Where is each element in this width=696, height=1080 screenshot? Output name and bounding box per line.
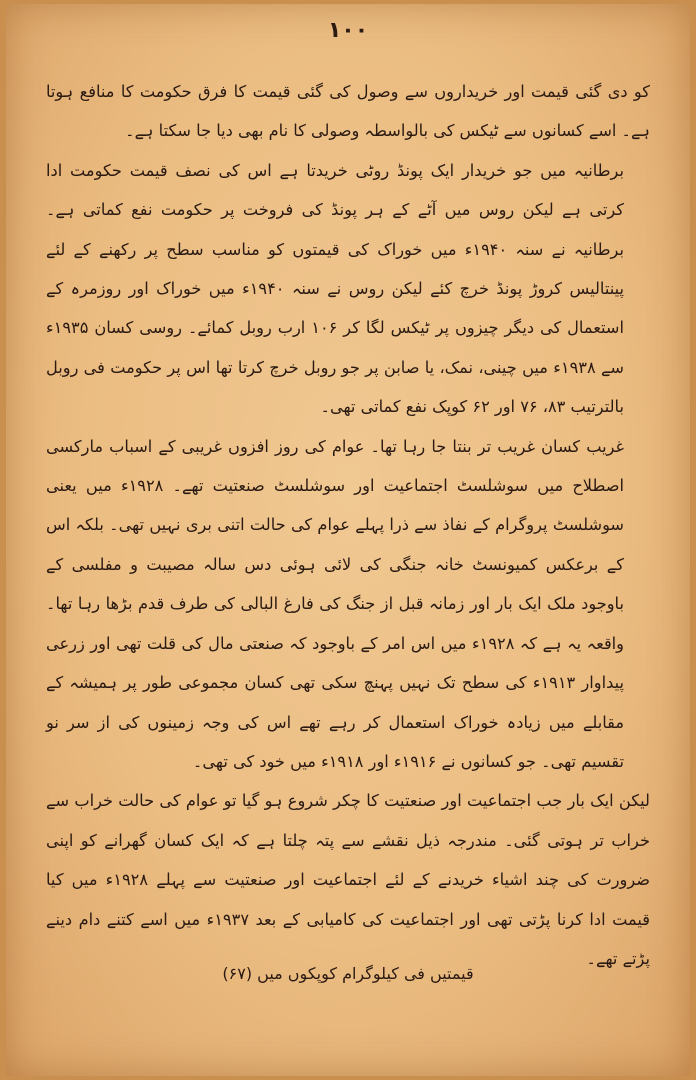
body-text — [46, 72, 650, 978]
page-number: ۱۰۰ — [327, 18, 369, 43]
paragraph-4: لیکن ایک بار جب اجتماعیت اور صنعتیت کا چکر شروع ہو گیا تو عوام کی حالت خراب سے خراب تر ہوتی گئی۔ مندرجہ ذیل نقشے سے پتہ چلتا ہے کہ ایک کسان گھرانے کو اپنی ضرورت کی چند اشیاء خریدنے کے لئے اجتماعیت اور صنعتیت سے پہلے ۱۹۲۸ء میں کیا قیمت ادا کرنا پڑتی تھی اور اجتماعیت کی کامیابی کے بعد ۱۹۳۷ء میں اسے کتنے دام دینے پڑتے تھے۔ — [46, 791, 651, 968]
table-caption: قیمتیں فی کیلوگرام کوپکوں میں (۶۷) — [222, 964, 474, 983]
paragraph-1: کو دی گئی قیمت اور خریداروں سے وصول کی گئی قیمت کا فرق حکومت کا منافع ہوتا ہے۔ اسے کسانوں سے ٹیکس کی بالواسطہ وصولی کا نام بھی دیا جا سکتا ہے۔ — [46, 82, 650, 141]
book-page — [6, 4, 690, 1076]
paragraph-3: غریب کسان غریب تر بنتا جا رہا تھا۔ عوام کی روز افزوں غریبی کے اسباب مارکسی اصطلاح میں سوشلسٹ اجتماعیت اور سوشلسٹ صنعتیت تھے۔ ۱۹۲۸ء میں یعنی سوشلسٹ پروگرام کے نفاذ سے ذرا پہلے عوام کی حالت اتنی بری نہیں تھی۔ بلکہ اس کے برعکس کمیونسٹ خانہ جنگی کی لائی ہوئی دس سالہ مصیبت و مفلسی کے باوجود ملک ایک بار اور زمانہ قبل از جنگ کی فارغ البالی کی طرف قدم بڑھا رہا تھا۔ واقعہ یہ ہے کہ ۱۹۲۸ء میں اس امر کے باوجود کہ صنعتی مال کی قلت تھی اور زرعی پیداوار ۱۹۱۳ء کی سطح تک نہیں پہنچ سکی تھی کسان مجموعی طور پر ہمیشہ کے مقابلے میں زیادہ خوراک استعمال کر رہے تھے اس کی وجہ زمینوں کی از سر نو تقسیم تھی۔ جو کسانوں نے ۱۹۱۶ء اور ۱۹۱۸ء میں خود کی تھی۔ — [46, 436, 624, 771]
paragraph-2: برطانیہ میں جو خریدار ایک پونڈ روٹی خریدتا ہے اس کی نصف قیمت حکومت ادا کرتی ہے لیکن روس میں آٹے کے ہر پونڈ کی فروخت پر حکومت نفع کماتی ہے۔ برطانیہ نے سنہ ۱۹۴۰ء میں خوراک کی قیمتوں کو مناسب سطح پر رکھنے کے لئے پینتالیس کروڑ پونڈ خرچ کئے لیکن روس نے سنہ ۱۹۴۰ء میں خوراک اور روزمرہ کے استعمال کی دیگر چیزوں پر ٹیکس لگا کر ۱۰۶ ارب روبل کمائے۔ روسی کسان ۱۹۳۵ء سے ۱۹۳۸ء میں چینی، نمک، یا صابن پر جو روبل خرچ کرتا تھا اس پر حکومت فی روبل بالترتیب ۸۳، ۷۶ اور ۶۲ کوپک نفع کماتی تھی۔ — [46, 160, 624, 417]
